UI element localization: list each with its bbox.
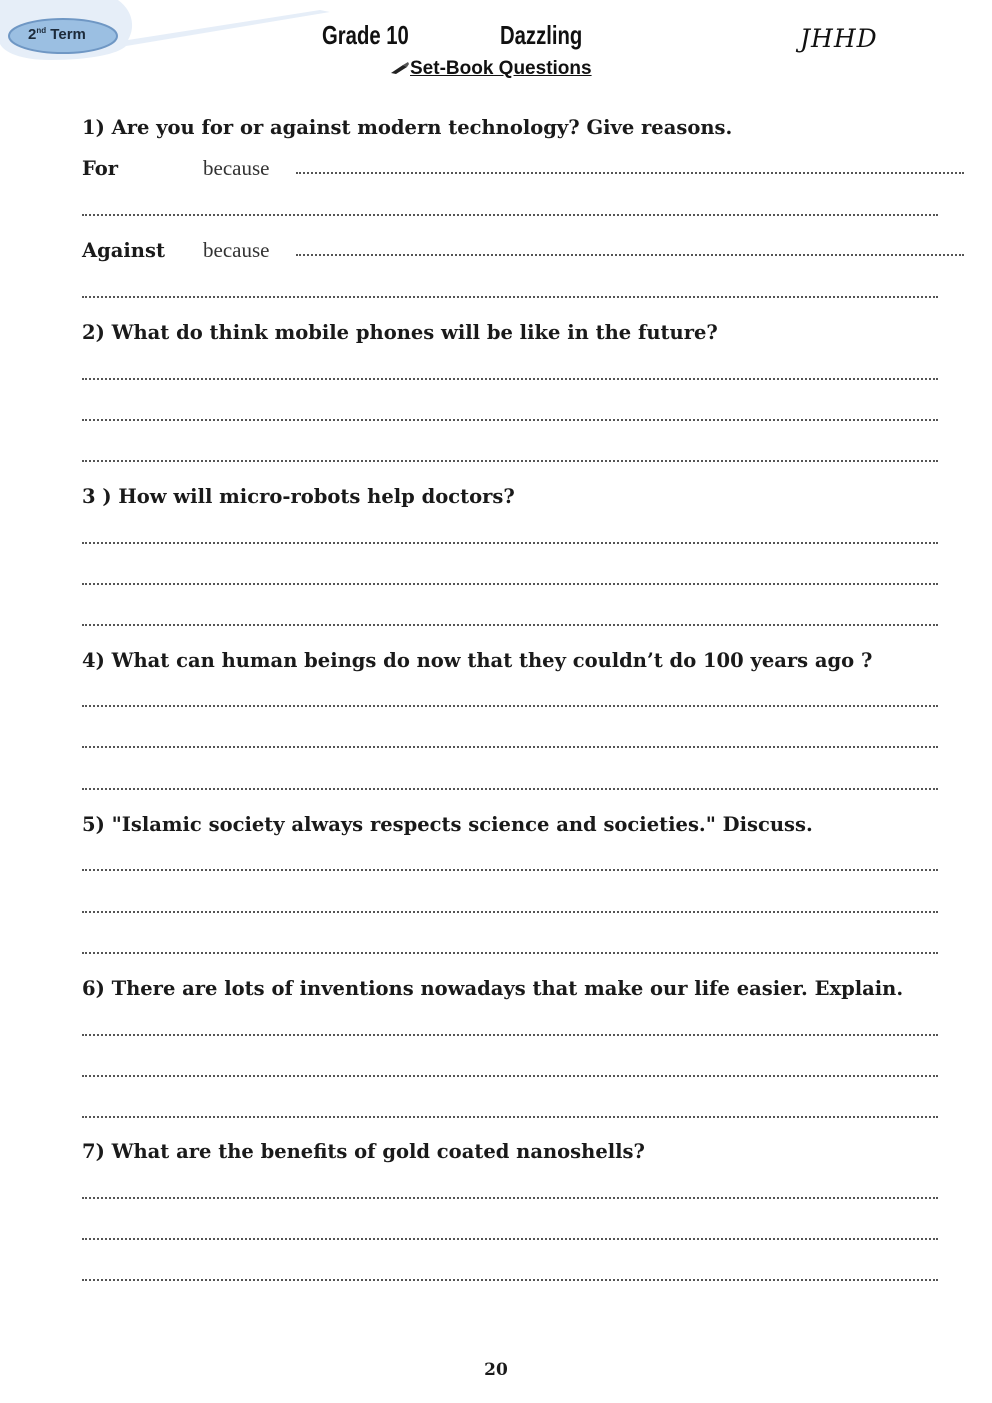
question-3: 3 ) How will micro-robots help doctors?	[82, 485, 515, 508]
answer-line[interactable]	[82, 1075, 938, 1077]
question-1: 1) Are you for or against modern technology? Give reasons.	[82, 116, 733, 139]
answer-line[interactable]	[82, 869, 938, 871]
answer-line[interactable]	[82, 419, 938, 421]
answer-line[interactable]	[82, 952, 938, 954]
book-title: Dazzling	[500, 20, 583, 50]
answer-line[interactable]	[296, 172, 964, 174]
page-number: 20	[484, 1360, 508, 1380]
term-badge	[0, 0, 340, 70]
answer-line[interactable]	[82, 624, 938, 626]
answer-line[interactable]	[82, 583, 938, 585]
answer-line[interactable]	[82, 911, 938, 913]
answer-line[interactable]	[82, 1238, 938, 1240]
question-6: 6) There are lots of inventions nowadays that make our life easier. Explain.	[82, 977, 904, 1000]
answer-line[interactable]	[82, 705, 938, 707]
answer-line[interactable]	[82, 542, 938, 544]
author-signature: JHHD	[800, 24, 878, 53]
answer-line[interactable]	[82, 788, 938, 790]
question-4: 4) What can human beings do now that they couldn’t do 100 years ago ?	[82, 649, 873, 672]
writing-hand-icon	[390, 61, 410, 75]
against-because: because	[203, 238, 270, 262]
against-label: Against	[82, 239, 165, 262]
section-title: Set-Book Questions	[390, 58, 592, 80]
grade-title: Grade 10	[322, 20, 409, 50]
question-5: 5) "Islamic society always respects science and societies." Discuss.	[82, 813, 813, 836]
answer-line[interactable]	[82, 1279, 938, 1281]
answer-line[interactable]	[82, 460, 938, 462]
answer-line[interactable]	[296, 254, 964, 256]
term-label: 2nd Term	[28, 26, 86, 43]
question-2: 2) What do think mobile phones will be like in the future?	[82, 321, 718, 344]
answer-line[interactable]	[82, 1197, 938, 1199]
answer-line[interactable]	[82, 214, 938, 216]
answer-line[interactable]	[82, 378, 938, 380]
for-because: because	[203, 156, 270, 180]
answer-line[interactable]	[82, 1034, 938, 1036]
for-label: For	[82, 157, 119, 180]
answer-line[interactable]	[82, 746, 938, 748]
answer-line[interactable]	[82, 296, 938, 298]
question-7: 7) What are the benefits of gold coated nanoshells?	[82, 1140, 645, 1163]
answer-line[interactable]	[82, 1116, 938, 1118]
